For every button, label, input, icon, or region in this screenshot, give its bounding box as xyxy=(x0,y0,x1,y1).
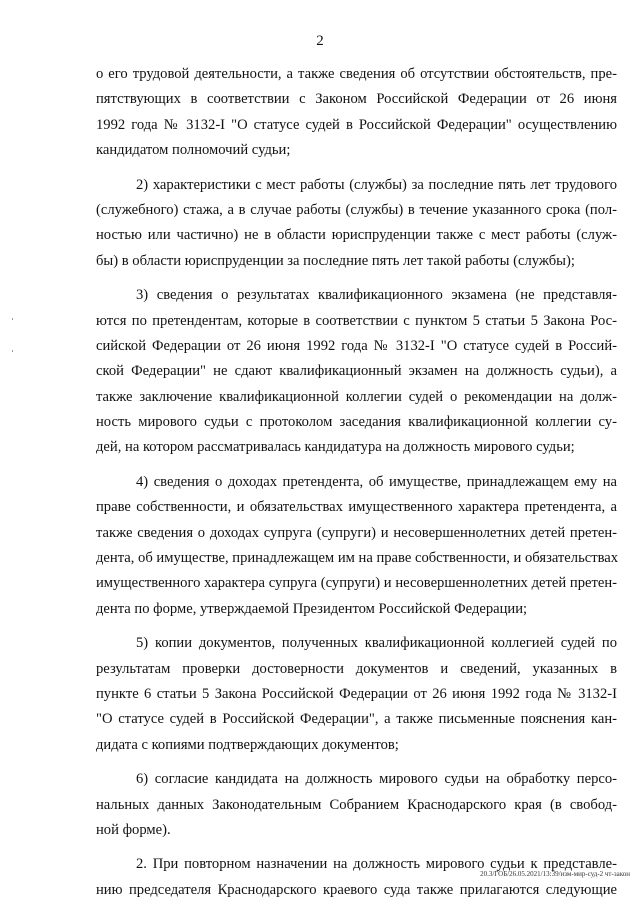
text-line: "О статусе судей в Российской Федерации", а также письменные пояснения кан- xyxy=(96,711,617,728)
text-line: дей, на котором рассматривалась кандидатура на должность мирового судьи; xyxy=(96,439,575,456)
text-line: также сведения о доходах супруга (супруги) и несовершеннолетних детей претен- xyxy=(96,524,617,541)
text-line: 1992 года № 3132-I "О статусе судей в Российской Федерации" осуществлению xyxy=(96,116,617,133)
text-line: дидата с копиями подтверждающих документов; xyxy=(96,736,399,753)
text-line: кандидатом полномочий судьи; xyxy=(96,142,291,159)
text-line: 5) копии документов, полученных квалификационной коллегией судей по xyxy=(136,635,617,652)
text-line: праве собственности, и обязательствах имущественного характера претендента, а xyxy=(96,499,617,516)
text-line: 3) сведения о результатах квалификационного экзамена (не представля- xyxy=(136,287,617,304)
page-number: 2 xyxy=(316,33,324,49)
text-line: ность мирового судьи с протоколом заседания квалификационной коллегии су- xyxy=(96,414,617,431)
scan-margin-mark xyxy=(12,318,13,320)
text-line: результатам проверки достоверности документов и сведений, указанных в xyxy=(96,660,617,677)
text-line: ной форме). xyxy=(96,821,171,838)
text-line: также заключение квалификационной коллегии судей о рекомендации на долж- xyxy=(96,388,617,405)
text-line: пункте 6 статьи 5 Закона Российской Федерации от 26 июня 1992 года № 3132-I xyxy=(96,685,617,702)
text-line: имущественного характера супруга (супруги) и несовершеннолетних детей претен- xyxy=(96,575,617,592)
text-line: ются по претендентам, которые в соответствии с пунктом 5 статьи 5 Закона Рос- xyxy=(96,312,617,329)
footer-document-code: 20.3/ГОБ/26.05.2021/13:39/изм-мир-суд-2 чт-закон xyxy=(480,870,630,878)
text-line: о его трудовой деятельности, а также сведения об отсутствии обстоятельств, пре- xyxy=(96,66,617,82)
text-line: пятствующих в соответствии с Законом Российской Федерации от 26 июня xyxy=(96,91,617,108)
paragraph-1 xyxy=(96,62,617,164)
paragraph-3 xyxy=(96,283,617,461)
text-line: 6) согласие кандидата на должность мирового судьи на обработку персо- xyxy=(136,771,617,788)
document-body xyxy=(96,62,617,903)
text-line: сийской Федерации от 26 июня 1992 года № 3132-I "О статусе судей в Россий- xyxy=(96,337,617,354)
text-line: (служебного) стажа, а в случае работы (службы) в течение указанного срока (пол- xyxy=(96,201,617,218)
text-line: нию председателя Краснодарского краевого суда также прилагаются следующие xyxy=(96,881,617,898)
text-line: дента по форме, утверждаемой Президентом Российской Федерации; xyxy=(96,600,528,617)
text-line: дента, об имуществе, принадлежащем им на праве собственности, и обязательствах xyxy=(96,550,619,567)
paragraph-5 xyxy=(96,631,617,758)
text-line: ностью или частично) не в области юриспруденции также с мест работы (служ- xyxy=(96,227,617,244)
paragraph-2 xyxy=(96,173,617,275)
text-line: нальных данных Законодательным Собранием Краснодарского края (в свобод- xyxy=(96,796,617,813)
text-line: 2. При повторном назначении на должность мирового судьи к представле- xyxy=(136,856,617,873)
scan-margin-mark xyxy=(12,350,13,352)
text-line: 4) сведения о доходах претендента, об имуществе, принадлежащем ему на xyxy=(136,473,617,490)
paragraph-6 xyxy=(96,767,617,843)
text-line: бы) в области юриспруденции за последние пять лет такой работы (службы); xyxy=(96,252,575,269)
text-line: ской Федерации" не сдают квалификационный экзамен на должность судьи), а xyxy=(96,363,617,380)
text-line: 2) характеристики с мест работы (службы) за последние пять лет трудового xyxy=(136,176,617,193)
paragraph-4 xyxy=(96,470,617,622)
